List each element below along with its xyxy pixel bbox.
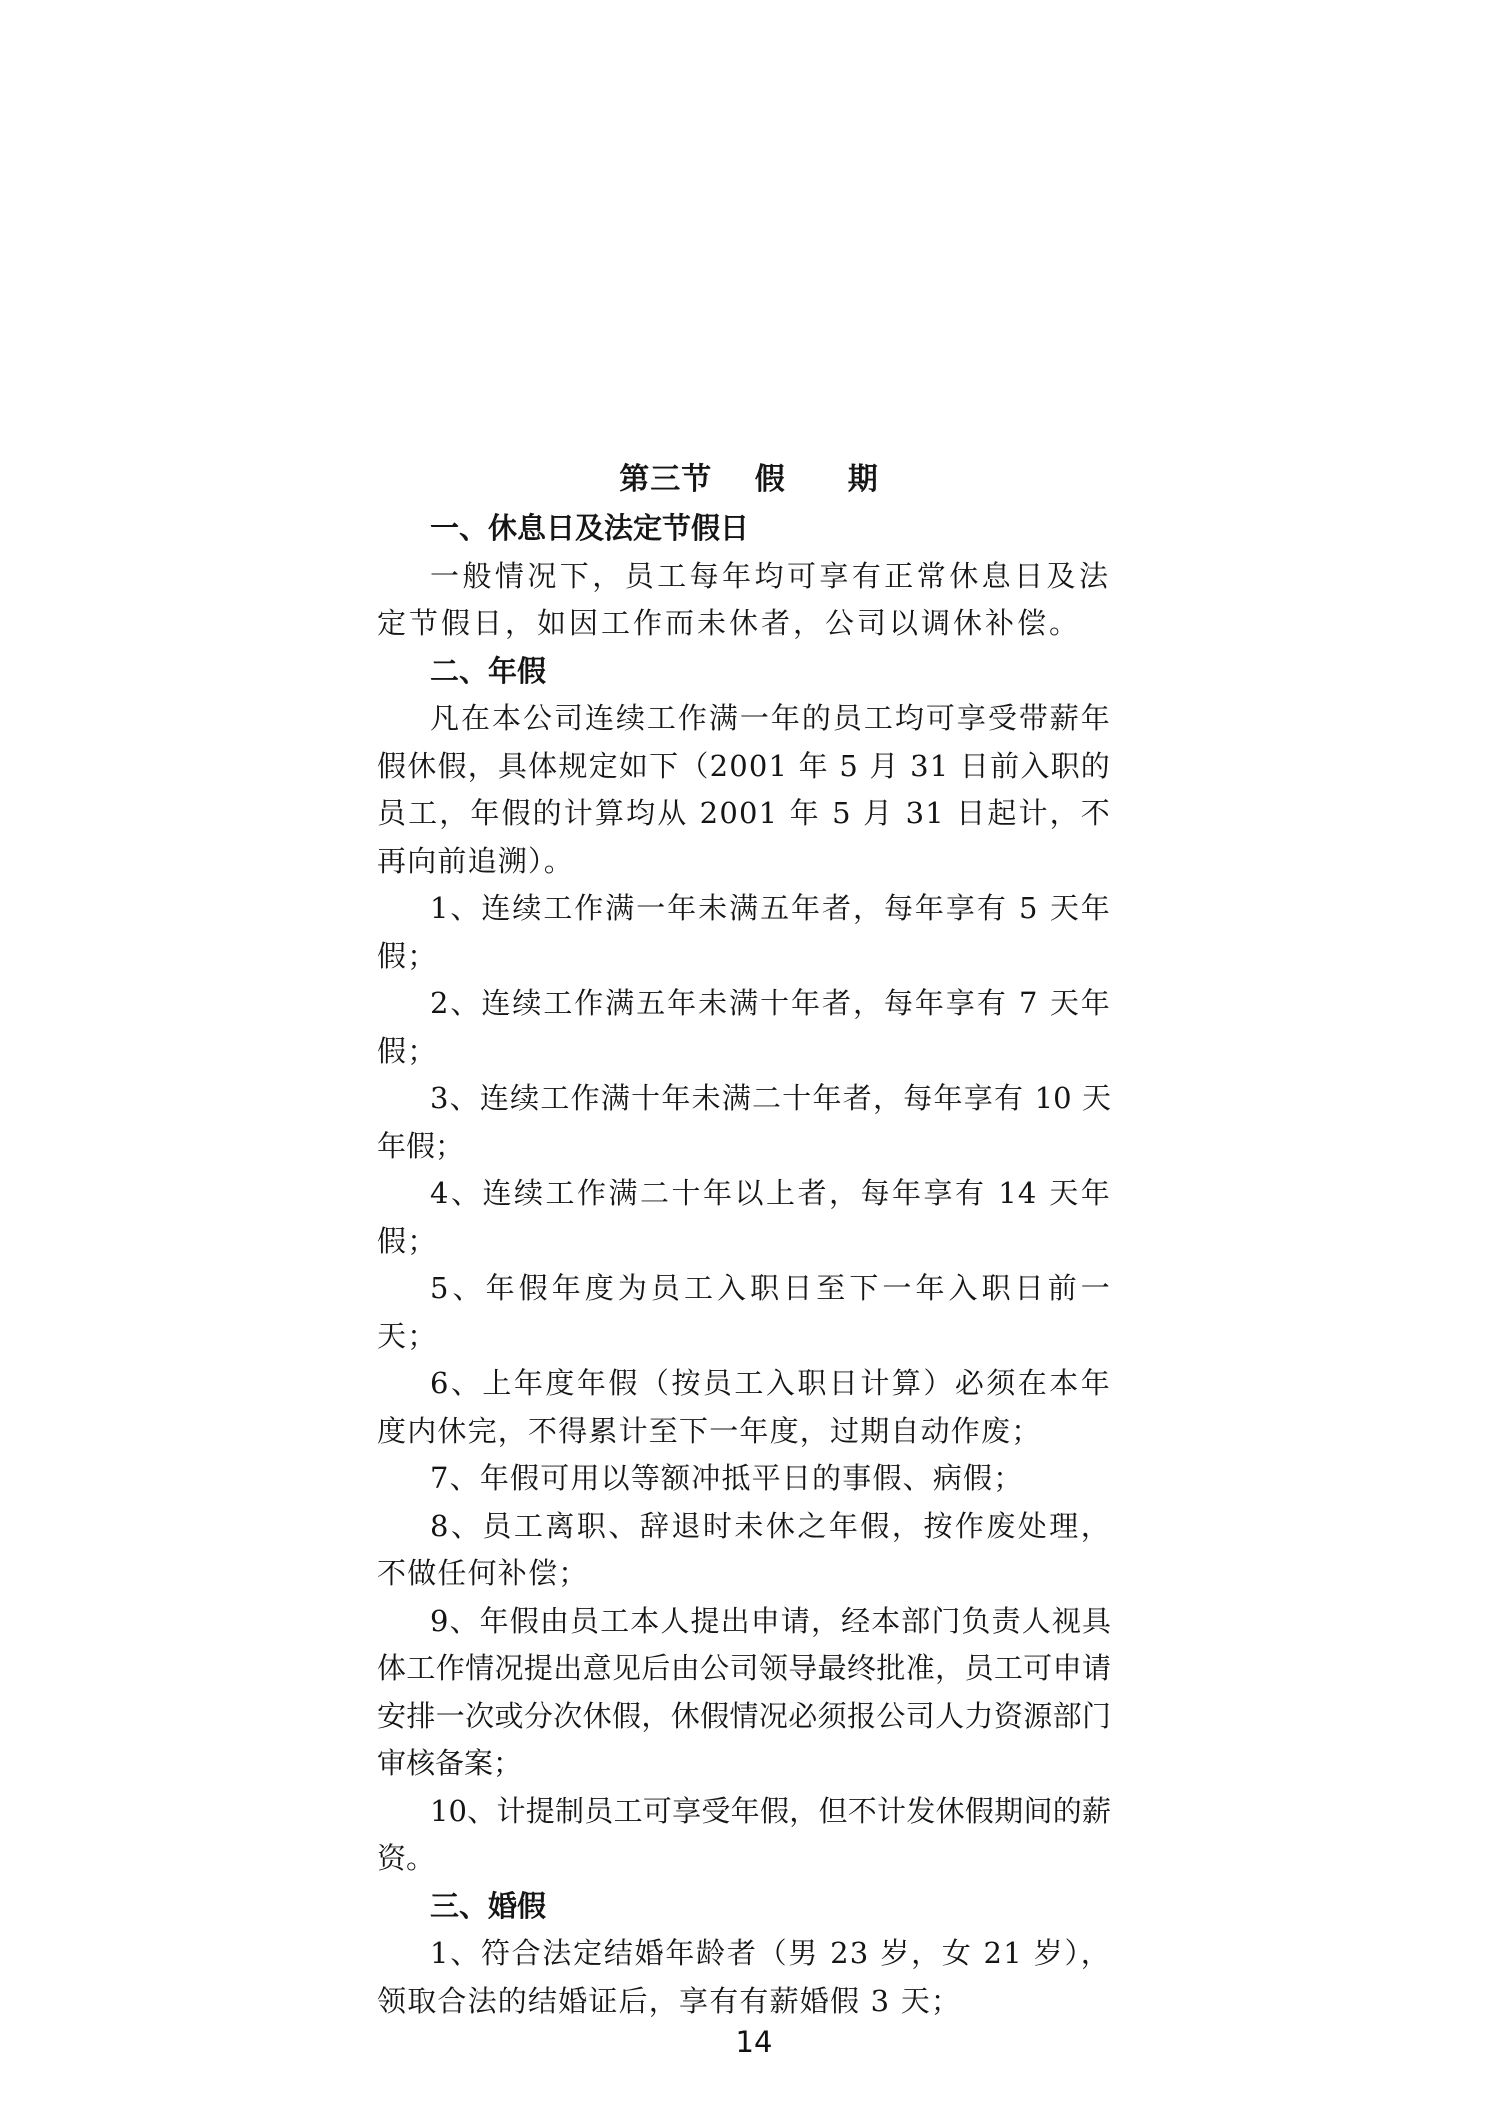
section-rest-days [377, 505, 1111, 648]
section-title: 第三节 假 期 [619, 462, 879, 497]
section-heading: 三、婚假 [430, 1888, 547, 1923]
list-item: 3、连续工作满十年未满二十年者，每年享有 10 天年假； [377, 1081, 1111, 1163]
list-item: 1、连续工作满一年未满五年者，每年享有 5 天年假； [377, 891, 1111, 973]
section-annual-leave [377, 648, 1111, 1883]
section-heading: 二、年假 [430, 653, 547, 688]
section-marriage-leave [377, 1883, 1111, 2026]
list-item: 1、符合法定结婚年龄者（男 23 岁，女 21 岁），领取合法的结婚证后，享有有薪婚假 3 天； [377, 1936, 1111, 2018]
section-heading: 一、休息日及法定节假日 [430, 511, 750, 545]
document-body [377, 455, 1111, 2025]
list-item: 4、连续工作满二十年以上者，每年享有 14 天年假； [377, 1176, 1111, 1258]
list-item: 10、计提制员工可享受年假，但不计发休假期间的薪资。 [377, 1793, 1111, 1875]
list-item: 6、上年度年假（按员工入职日计算）必须在本年度内休完，不得累计至下一年度，过期自动作废； [377, 1366, 1111, 1448]
list-item: 9、年假由员工本人提出申请，经本部门负责人视具体工作情况提出意见后由公司领导最终批准，员工可申请安排一次或分次休假，休假情况必须报公司人力资源部门审核备案； [377, 1603, 1111, 1780]
list-item: 5、年假年度为员工入职日至下一年入职日前一天； [377, 1271, 1111, 1353]
paragraph: 凡在本公司连续工作满一年的员工均可享受带薪年假休假，具体规定如下（2001 年 5 月 31 日前入职的员工，年假的计算均从 2001 年 5 月 31 日起计，不再向前追溯）。 [377, 701, 1111, 878]
list-item: 8、员工离职、辞退时未休之年假，按作废处理，不做任何补偿； [377, 1508, 1111, 1590]
list-item: 7、年假可用以等额冲抵平日的事假、病假； [430, 1461, 1024, 1495]
list-item: 2、连续工作满五年未满十年者，每年享有 7 天年假； [377, 986, 1111, 1068]
paragraph: 一般情况下，员工每年均可享有正常休息日及法定节假日，如因工作而未休者，公司以调休补偿。 [377, 558, 1111, 640]
page-number: 14 [735, 2025, 773, 2059]
